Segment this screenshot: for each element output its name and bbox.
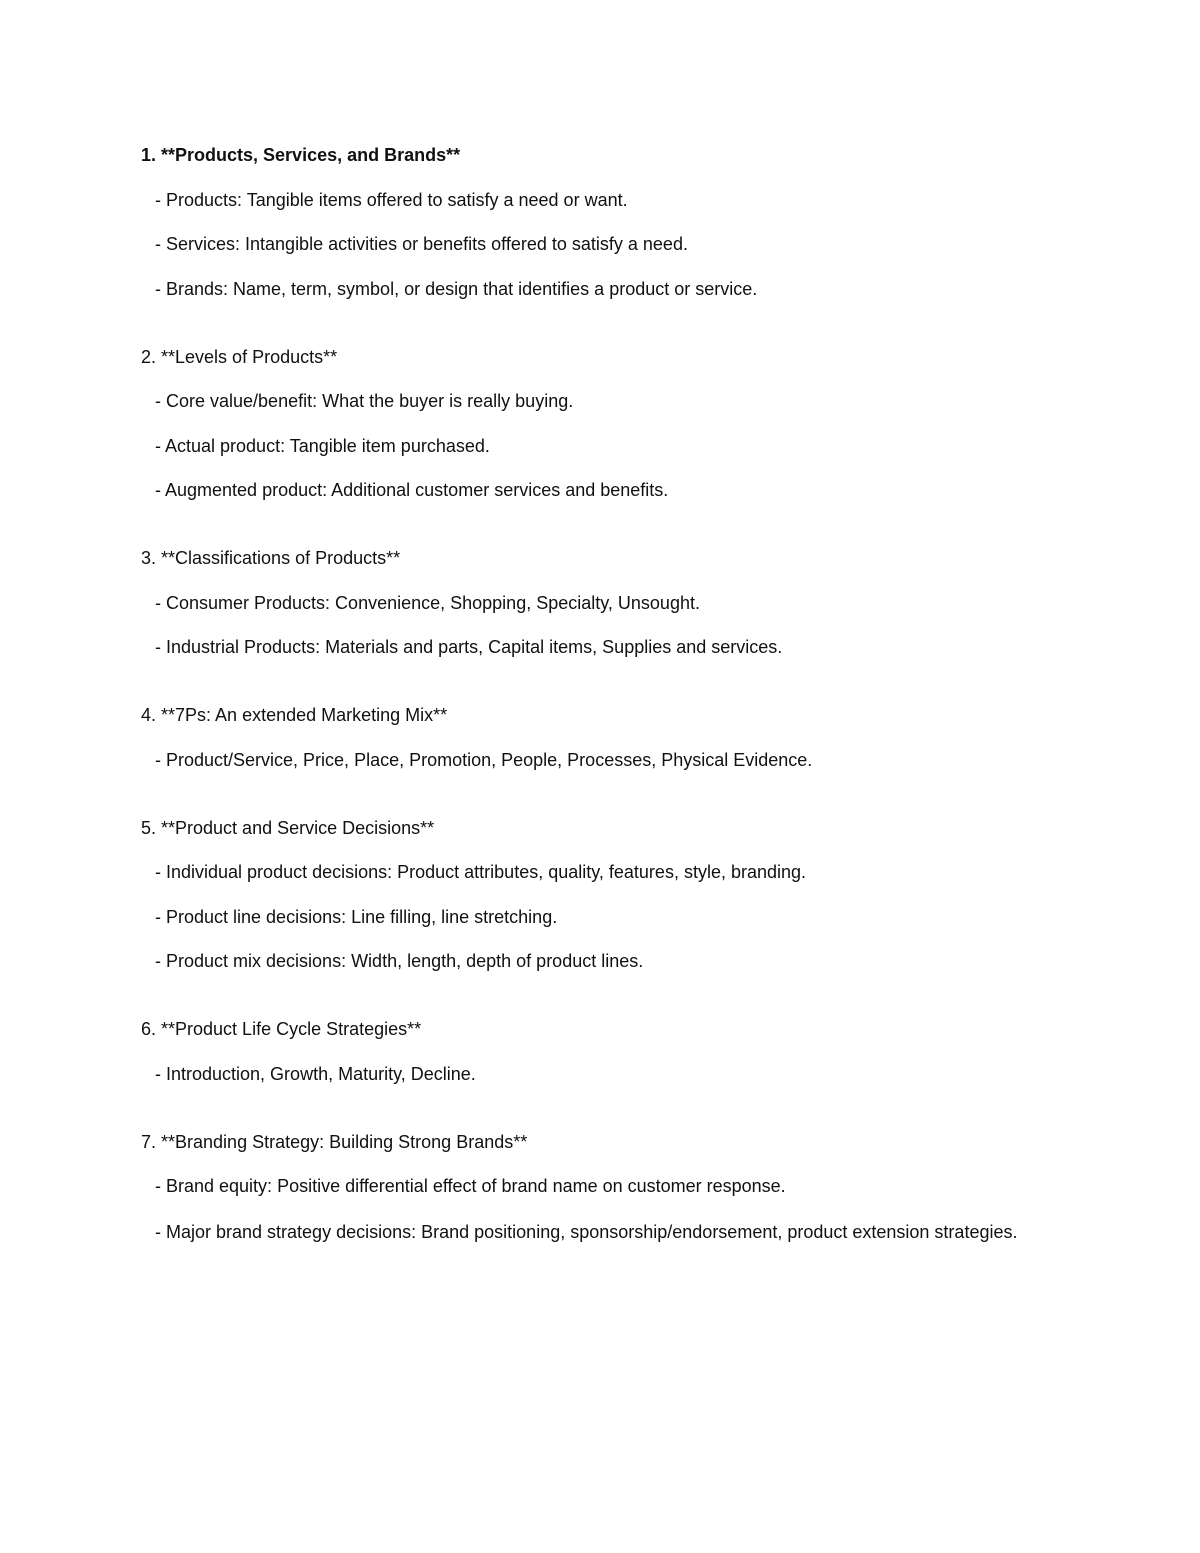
section-heading: 5. **Product and Service Decisions**	[141, 817, 435, 838]
list-item: - Core value/benefit: What the buyer is really buying.	[155, 391, 574, 411]
list-item: - Product/Service, Price, Place, Promotion, People, Processes, Physical Evidence.	[155, 749, 813, 770]
list-item: - Brands: Name, term, symbol, or design that identifies a product or service.	[155, 278, 758, 299]
section-branding-strategy	[141, 1129, 1041, 1246]
document-body	[141, 142, 1041, 1287]
section-heading: 3. **Classifications of Products**	[141, 548, 401, 568]
list-item: - Product line decisions: Line filling, line stretching.	[155, 906, 558, 927]
list-item: - Products: Tangible items offered to satisfy a need or want.	[155, 189, 628, 210]
list-item: - Augmented product: Additional customer services and benefits.	[155, 480, 669, 500]
section-heading: 7. **Branding Strategy: Building Strong Brands**	[141, 1131, 528, 1152]
list-item: - Actual product: Tangible item purchased.	[155, 435, 490, 456]
section-heading: 6. **Product Life Cycle Strategies**	[141, 1019, 422, 1039]
list-item: - Consumer Products: Convenience, Shopping, Specialty, Unsought.	[155, 592, 700, 613]
list-item: - Major brand strategy decisions: Brand positioning, sponsorship/endorsement, product extension strategies.	[155, 1221, 1018, 1242]
list-item: - Brand equity: Positive differential effect of brand name on customer response.	[155, 1176, 786, 1196]
section-levels-of-products	[141, 344, 1041, 505]
section-heading: 4. **7Ps: An extended Marketing Mix**	[141, 705, 448, 725]
section-7ps-marketing-mix	[141, 702, 1041, 774]
section-products-services-brands	[141, 142, 1041, 303]
list-item: - Product mix decisions: Width, length, depth of product lines.	[155, 951, 644, 971]
section-heading: 1. **Products, Services, and Brands**	[141, 145, 461, 165]
section-product-service-decisions	[141, 815, 1041, 976]
list-item: - Services: Intangible activities or benefits offered to satisfy a need.	[155, 234, 688, 254]
list-item: - Introduction, Growth, Maturity, Decline.	[155, 1063, 476, 1084]
list-item: - Individual product decisions: Product attributes, quality, features, style, branding.	[155, 862, 807, 882]
section-product-life-cycle	[141, 1016, 1041, 1088]
section-heading: 2. **Levels of Products**	[141, 346, 338, 367]
section-classifications-of-products	[141, 545, 1041, 661]
list-item: - Industrial Products: Materials and parts, Capital items, Supplies and services.	[155, 637, 783, 657]
